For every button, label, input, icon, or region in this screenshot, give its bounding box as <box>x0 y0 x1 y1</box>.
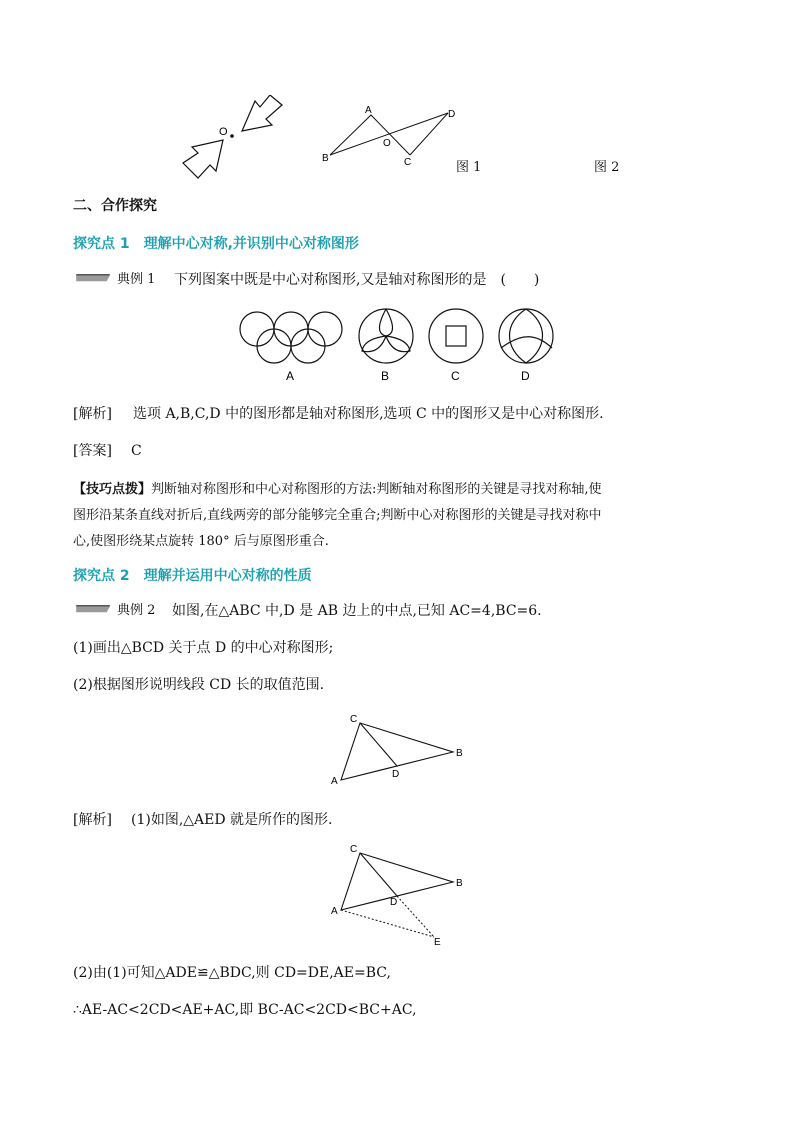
example-tag-bar <box>73 274 113 282</box>
svg-text:A: A <box>331 906 338 917</box>
example2-question: 如图,在△ABC 中,D 是 AB 边上的中点,已知 AC=4,BC=6. <box>172 603 542 619</box>
svg-text:B: B <box>456 748 463 759</box>
analysis2-line3: ∴AE-AC<2CD<AE+AC,即 BC-AC<2CD<BC+AC, <box>73 1002 417 1018</box>
analysis2-tag: [解析] <box>73 812 112 828</box>
svg-text:C: C <box>350 844 358 855</box>
analysis1-tag: [解析] <box>73 406 112 422</box>
example2-q1: (1)画出△BCD 关于点 D 的中心对称图形; <box>73 640 334 656</box>
svg-text:B: B <box>456 878 463 889</box>
answer-tag: [答案] <box>73 443 112 459</box>
tip-line-3: 心,使图形绕某点旋转 180° 后与原图形重合. <box>73 534 329 549</box>
tip-block <box>73 477 723 555</box>
option-a-rings <box>240 312 342 363</box>
analysis2-line2: (2)由(1)可知△ADE≌△BDC,则 CD=DE,AE=BC, <box>73 965 391 981</box>
option-c-figure <box>429 309 483 363</box>
svg-text:E: E <box>434 937 441 947</box>
svg-text:D: D <box>390 897 398 908</box>
analysis1-text: 选项 A,B,C,D 中的图形都是轴对称图形,选项 C 中的图形又是中心对称图形. <box>133 406 604 422</box>
arrow-figure <box>170 95 300 180</box>
svg-text:B: B <box>381 369 390 383</box>
answer-text: C <box>131 443 142 459</box>
option-d-figure <box>499 309 553 363</box>
option-b-figure <box>359 309 413 363</box>
svg-text:D: D <box>521 369 530 383</box>
triangle-ade-figure <box>325 842 470 947</box>
example2-tag: 典例 2 <box>117 603 156 618</box>
svg-text:C: C <box>451 369 460 383</box>
tip-line-2: 图形沿某条直线对折后,直线两旁的部分能够完全重合;判断中心对称图形的关键是寻找对称中 <box>73 508 602 523</box>
example2-q2: (2)根据图形说明线段 CD 长的取值范围. <box>73 677 325 693</box>
fig2-caption: 图 2 <box>594 160 620 175</box>
tip-title: 【技巧点拨】 <box>73 482 152 497</box>
svg-text:A: A <box>331 776 338 787</box>
tip-line-1: 判断轴对称图形和中心对称图形的方法:判断轴对称图形的关键是寻找对称轴,使 <box>151 482 602 497</box>
options-figure <box>236 303 566 388</box>
svg-text:O: O <box>383 138 391 149</box>
point1-title: 探究点 1 理解中心对称,并识别中心对称图形 <box>73 236 359 252</box>
triangle-pair-figure <box>318 100 458 170</box>
triangle-abc-figure <box>325 712 470 790</box>
svg-text:D: D <box>392 769 400 780</box>
svg-text:D: D <box>448 109 456 120</box>
example2-tag-bar <box>73 605 113 613</box>
svg-text:B: B <box>322 153 329 164</box>
example1-tag: 典例 1 <box>117 272 156 287</box>
svg-text:C: C <box>404 157 412 168</box>
svg-text:C: C <box>350 714 358 725</box>
svg-text:A: A <box>365 105 372 116</box>
fig1-caption: 图 1 <box>456 160 482 175</box>
point2-title: 探究点 2 理解并运用中心对称的性质 <box>73 568 312 584</box>
example1-question: 下列图案中既是中心对称图形,又是轴对称图形的是 ( ) <box>174 272 540 288</box>
svg-text:A: A <box>286 369 295 383</box>
point-o-label: O <box>219 126 228 138</box>
analysis2-line1: (1)如图,△AED 就是所作的图形. <box>131 812 333 828</box>
section-title: 二、合作探究 <box>73 198 157 214</box>
